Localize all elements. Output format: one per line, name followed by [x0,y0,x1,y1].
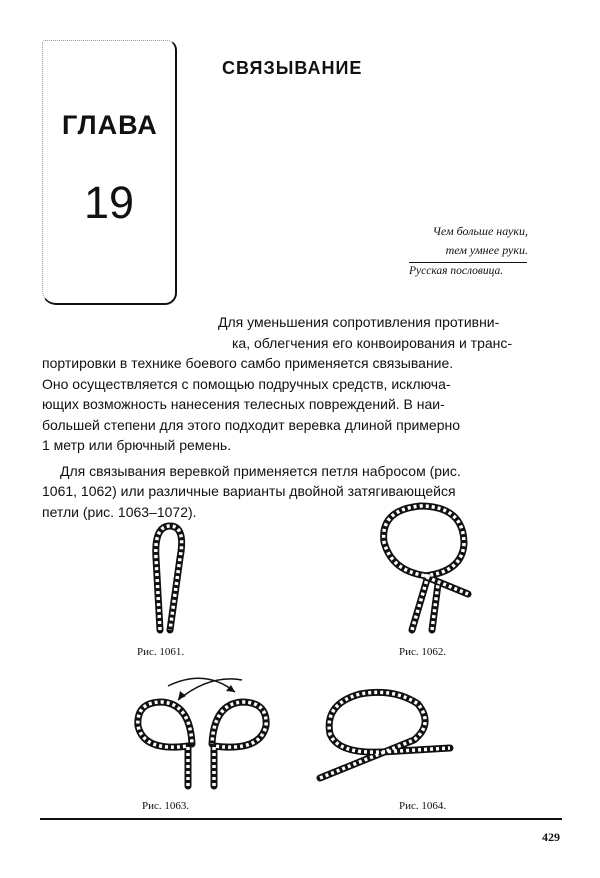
figure-loop-forming [310,682,460,792]
figure-double-loop [130,668,280,792]
epigraph-source: Русская пословица. [409,265,504,277]
figure-caption: Рис. 1064. [399,800,447,812]
paragraph-line: ка, облегчения его конвоирования и транс- [232,334,513,351]
paragraph-line: 1061, 1062) или различные варианты двойной затягивающейся [42,483,456,499]
paragraph-line: петли (рис. 1063–1072). [42,503,197,520]
paragraph-line: Оно осуществляется с помощью подручных средств, исключа- [42,375,451,392]
epigraph [433,222,528,260]
paragraph-line: Для уменьшения сопротивления противни- [218,314,500,330]
paragraph-line: портировки в технике боевого самбо применяется связывание. [42,355,454,371]
footer-divider [40,818,562,820]
paragraph-line: Для связывания веревкой применяется петля набросом (рис. [60,462,461,479]
paragraph-line: 1 метр или брючный ремень. [42,437,232,453]
figure-caption: Рис. 1061. [137,646,185,658]
figure-caption: Рис. 1062. [399,646,447,658]
chapter-number: 19 [84,177,135,228]
chapter-frame [42,40,177,305]
paragraph-line: большей степени для этого подходит веревка длиной примерно [42,416,461,433]
epigraph-line: Чем больше науки, [432,224,528,238]
page-title: СВЯЗЫВАНИЕ [222,58,363,78]
figure-rope-loop [372,498,482,636]
epigraph-divider [409,262,527,263]
page-number: 429 [542,830,560,844]
figure-rope-bight [140,518,200,638]
chapter-label: ГЛАВА [62,110,158,140]
epigraph-line: тем умнее руки. [445,243,528,257]
paragraph-line: ющих возможность нанесения телесных повреждений. В наи- [42,396,445,412]
figure-caption: Рис. 1063. [142,800,190,812]
body-text [42,312,562,522]
